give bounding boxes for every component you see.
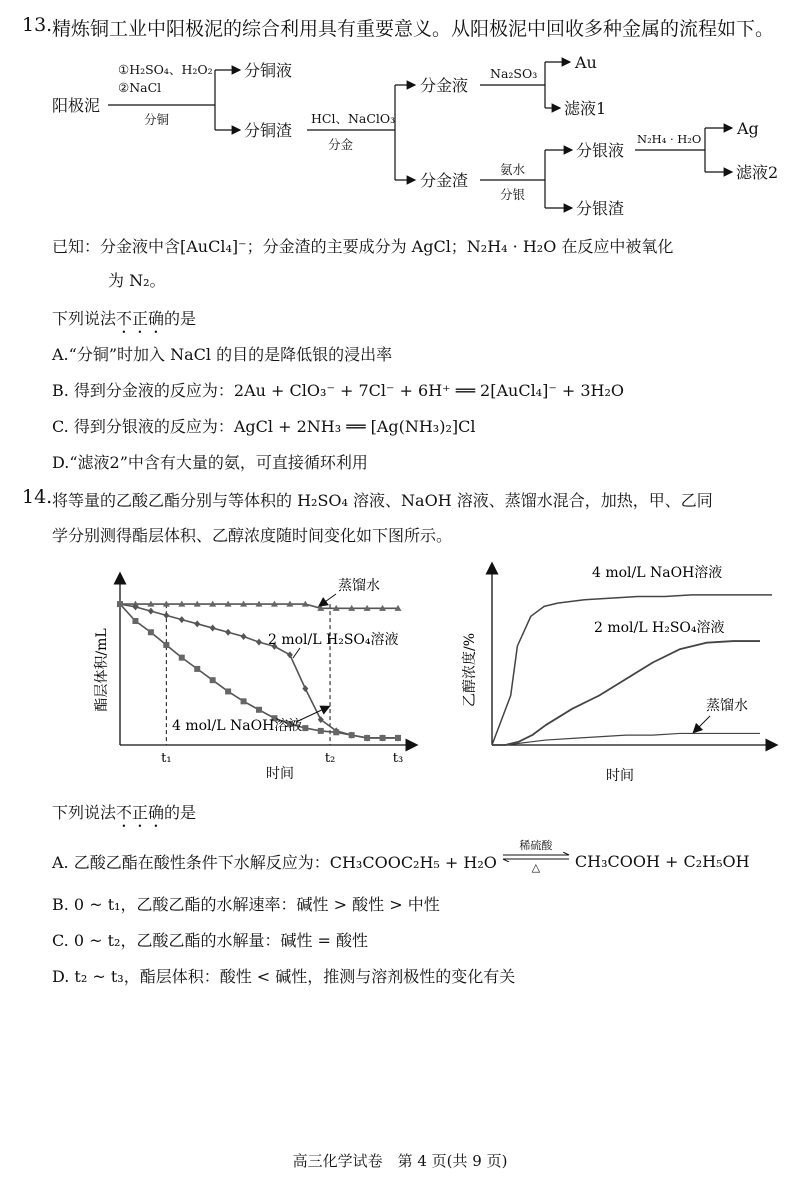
flow-node-ag: Ag (737, 119, 759, 138)
flow-reagent1-top: ①H₂SO₄、H₂O₂ (118, 62, 213, 77)
data-point (194, 620, 200, 627)
chart1-pointer-water (322, 594, 336, 604)
chart1-x-label: 时间 (266, 766, 294, 782)
data-point (148, 629, 154, 635)
q13-known-line2: 为 N₂。 (108, 271, 166, 290)
data-point (179, 616, 185, 623)
flow-node-cu-liquid: 分铜液 (244, 61, 293, 80)
data-point (210, 625, 216, 632)
q13-prompt-post: 的是 (164, 309, 197, 328)
q14-option-a-rhs: CH₃COOH + C₂H₅OH (574, 851, 750, 871)
q13-stem: 精炼铜工业中阳极泥的综合利用具有重要意义。从阳极泥中回收多种金属的流程如下。 (52, 18, 775, 40)
flow-reagent2: HCl、NaClO₃ (311, 111, 396, 126)
q14-option-a-cond-bottom: △ (531, 861, 541, 874)
chart2-x-label: 时间 (606, 768, 634, 784)
q14-option-a-arrow (501, 840, 571, 874)
flow-node-au-liquid: 分金液 (420, 76, 469, 95)
flow-node-cu-residue: 分铜渣 (244, 121, 293, 140)
q13-prompt-pre: 下列说法 (52, 309, 117, 328)
flow-node-filtrate2: 滤液2 (736, 163, 779, 182)
data-point (349, 732, 355, 738)
data-point (194, 666, 200, 672)
data-point (225, 688, 231, 694)
q14-option-a[interactable] (52, 839, 750, 878)
q14-option-b[interactable]: B. 0 ~ t₁，乙酸乙酯的水解速率：碱性 > 酸性 > 中性 (52, 895, 440, 914)
data-point (256, 639, 262, 646)
data-point (179, 655, 185, 661)
chart2-legend-naoh: 4 mol/L NaOH溶液 (592, 565, 723, 581)
flow-node-start: 阳极泥 (52, 96, 101, 115)
chart1-pointer-h2so4 (293, 648, 300, 658)
data-point (318, 728, 324, 734)
q14-option-a-lhs: A. 乙酸乙酯在酸性条件下水解反应为：CH₃COOC₂H₅ + H₂O (52, 852, 497, 872)
data-point (210, 677, 216, 683)
q14-prompt-pre: 下列说法 (52, 803, 117, 822)
chart1-tick-t1: t₁ (161, 751, 172, 766)
chart1-tick-t2: t₂ (324, 751, 336, 766)
chart2-y-label: 乙醇浓度/% (462, 632, 478, 708)
chart1-legend-h2so4: 2 mol/L H₂SO₄溶液 (268, 632, 399, 648)
q14-stem-line2: 学分别测得酯层体积、乙醇浓度随时间变化如下图所示。 (52, 526, 453, 545)
flow-reagent4: 氨水 (500, 162, 526, 177)
chart1-y-label: 酯层体积/mL (94, 628, 110, 712)
flow-node-ag-residue: 分银渣 (576, 199, 625, 218)
chart2-legend-water: 蒸馏水 (706, 698, 748, 714)
series-line-0 (492, 595, 772, 745)
data-point (256, 707, 262, 713)
flow-reagent3: Na₂SO₃ (490, 66, 538, 81)
q13-option-a[interactable]: A.“分铜”时加入 NaCl 的目的是降低银的浸出率 (52, 345, 393, 364)
flow-reagent1-mid: ②NaCl (118, 80, 162, 95)
data-point (163, 612, 169, 619)
data-point (395, 735, 401, 741)
flow-step2: 分金 (328, 137, 354, 152)
data-point (241, 633, 247, 640)
flow-node-au: Au (575, 53, 597, 72)
chart-ester-volume (90, 570, 420, 790)
q13-option-c[interactable]: C. 得到分银液的反应为：AgCl + 2NH₃ ══ [Ag(NH₃)₂]Cl (52, 417, 476, 436)
q13-option-d[interactable]: D.“滤液2”中含有大量的氨，可直接循环利用 (52, 453, 368, 472)
data-point (225, 629, 231, 636)
flow-reagent5: N₂H₄ · H₂O (637, 132, 702, 146)
q14-prompt (52, 800, 196, 831)
q13-flowchart (0, 50, 800, 225)
data-point (333, 729, 339, 735)
data-point (380, 735, 386, 741)
series-line-1 (492, 641, 760, 745)
q14-number: 14. (22, 486, 53, 508)
data-point (364, 735, 370, 741)
flow-node-filtrate1: 滤液1 (564, 99, 607, 118)
data-point (117, 601, 123, 607)
flow-step4: 分银 (500, 187, 526, 202)
chart2-legend-h2so4: 2 mol/L H₂SO₄溶液 (594, 620, 725, 636)
q13-prompt (52, 306, 196, 337)
flow-step1: 分铜 (144, 112, 170, 127)
data-point (148, 608, 154, 615)
chart1-tick-t3: t₃ (392, 751, 404, 766)
chart-ethanol-concentration (460, 560, 780, 790)
data-point (287, 651, 293, 658)
chart1-legend-naoh: 4 mol/L NaOH溶液 (172, 718, 303, 734)
q14-option-a-cond-top: 稀硫酸 (519, 839, 553, 852)
chart1-legend-water: 蒸馏水 (338, 578, 380, 594)
q13-number: 13. (22, 14, 53, 36)
flow-node-ag-liquid: 分银液 (576, 141, 625, 160)
data-point (241, 698, 247, 704)
data-point (163, 642, 169, 648)
data-point (302, 725, 308, 731)
q14-option-d[interactable]: D. t₂ ~ t₃，酯层体积：酸性 < 碱性，推测与溶剂极性的变化有关 (52, 967, 516, 986)
flow-node-au-residue: 分金渣 (420, 171, 469, 190)
q14-prompt-post: 的是 (164, 803, 197, 822)
page-footer: 高三化学试卷 第 4 页(共 9 页) (292, 1152, 508, 1170)
data-point (132, 618, 138, 624)
chart2-pointer-water (696, 716, 710, 730)
q14-option-c[interactable]: C. 0 ~ t₂，乙酸乙酯的水解量：碱性 = 酸性 (52, 931, 369, 950)
q14-prompt-emphasis: 不正确 (116, 803, 165, 822)
q13-prompt-emphasis: 不正确 (116, 309, 165, 328)
q14-stem-line1: 将等量的乙酸乙酯分别与等体积的 H₂SO₄ 溶液、NaOH 溶液、蒸馏水混合，加热，甲、乙同 (52, 491, 713, 510)
q13-option-b[interactable]: B. 得到分金液的反应为：2Au + ClO₃⁻ + 7Cl⁻ + 6H⁺ ══ 2[AuCl₄]⁻ + 3H₂O (52, 381, 625, 400)
q13-known-line1: 已知：分金液中含[AuCl₄]⁻；分金渣的主要成分为 AgCl；N₂H₄ · H₂O 在反应中被氧化 (52, 237, 674, 256)
